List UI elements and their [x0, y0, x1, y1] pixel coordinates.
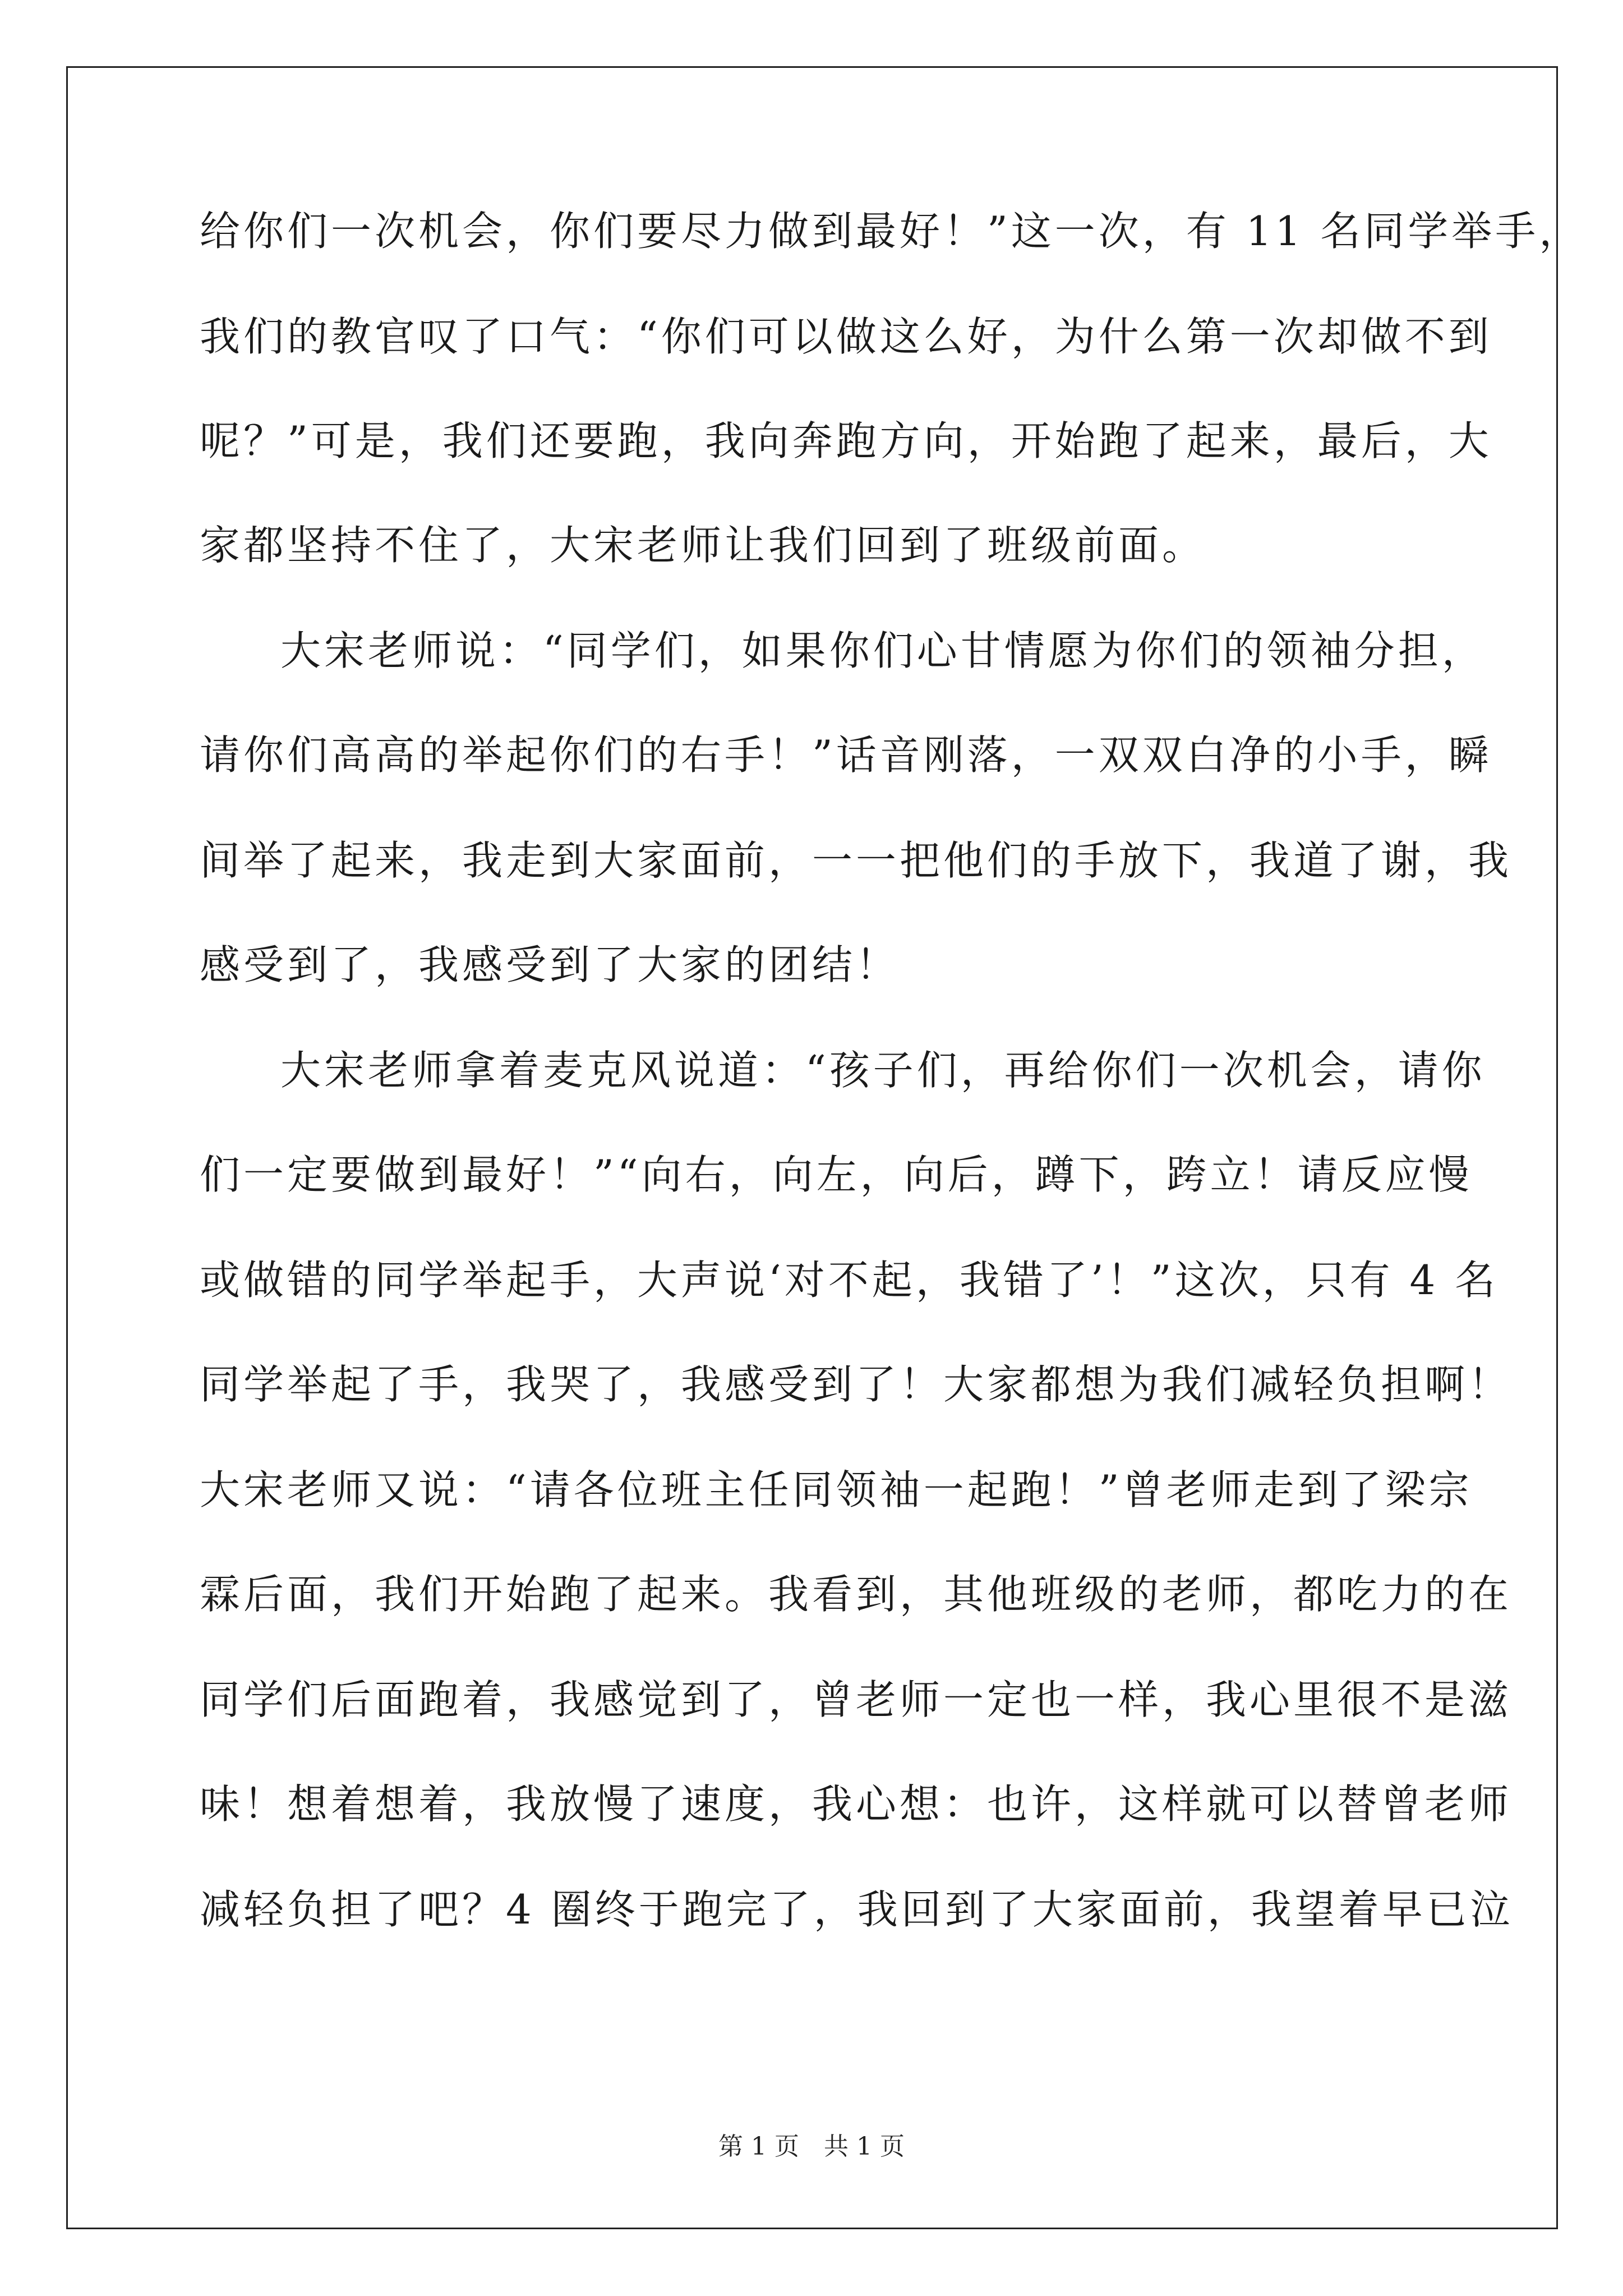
body-text-line: 霖后面，我们开始跑了起来。我看到，其他班级的老师，都吃力的在 [200, 1571, 1513, 1618]
body-text-line: 间举了起来，我走到大家面前，一一把他们的手放下，我道了谢，我 [200, 837, 1513, 884]
body-text-line: 大宋老师说：“同学们，如果你们心甘情愿为你们的领袖分担， [280, 627, 1486, 674]
body-text-line: 请你们高高的举起你们的右手！”话音刚落，一双双白净的小手，瞬 [200, 731, 1492, 779]
body-text-line: 同学举起了手，我哭了，我感受到了！大家都想为我们减轻负担啊！ [200, 1361, 1513, 1408]
body-text-line: 呢？”可是，我们还要跑，我向奔跑方向，开始跑了起来，最后，大 [200, 417, 1492, 464]
body-text-line: 味！想着想着，我放慢了速度，我心想：也许，这样就可以替曾老师 [200, 1780, 1513, 1828]
body-text-line: 或做错的同学举起手，大声说‘对不起，我错了’！”这次，只有 4 名 [200, 1257, 1499, 1304]
body-text-line: 给你们一次机会，你们要尽力做到最好！”这一次，有 11 名同学举手， [200, 208, 1583, 255]
body-text-line: 减轻负担了吧？4 圈终于跑完了，我回到了大家面前，我望着早已泣 [200, 1886, 1514, 1933]
page-footer-indicator: 第 1 页 共 1 页 [718, 2132, 905, 2161]
body-text-line: 同学们后面跑着，我感觉到了，曾老师一定也一样，我心里很不是滋 [200, 1676, 1513, 1723]
body-text-line: 大宋老师又说：“请各位班主任同领袖一起跑！”曾老师走到了梁宗 [200, 1466, 1473, 1513]
body-text-line: 家都坚持不住了，大宋老师让我们回到了班级前面。 [200, 522, 1206, 569]
body-text-line: 大宋老师拿着麦克风说道：“孩子们，再给你们一次机会，请你 [280, 1047, 1486, 1094]
body-text-line: 们一定要做到最好！”“向右，向左，向后，蹲下，跨立！请反应慢 [200, 1151, 1473, 1198]
body-text-line: 我们的教官叹了口气：“你们可以做这么好，为什么第一次却做不到 [200, 313, 1492, 360]
body-text-line: 感受到了，我感受到了大家的团结！ [200, 941, 900, 988]
